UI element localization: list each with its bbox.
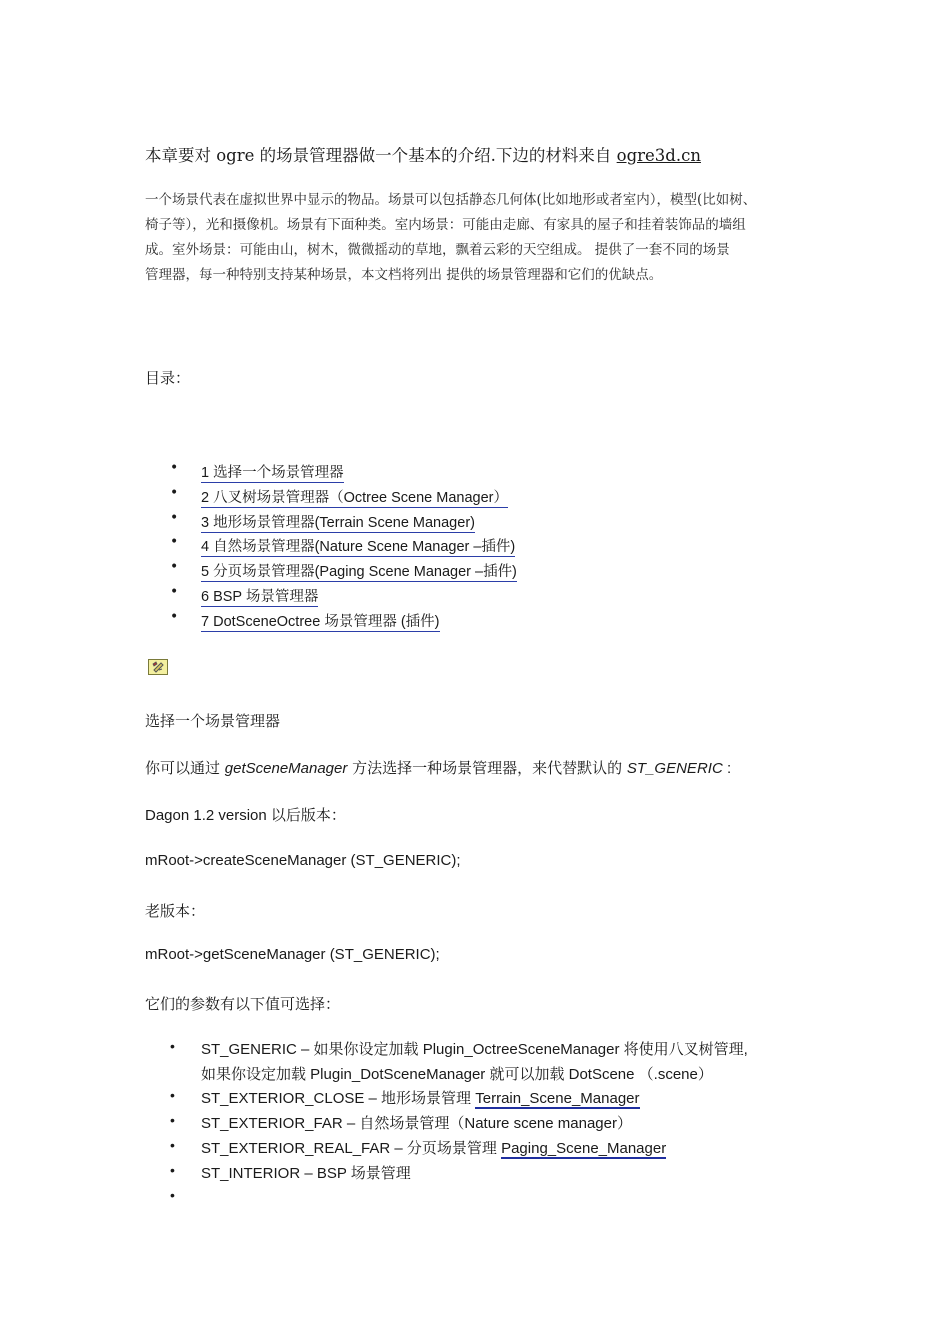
version-note: Dagon 1.2 version 以后版本： — [145, 807, 346, 824]
bullet: • — [170, 1087, 175, 1103]
toc-link-terrain[interactable]: 3 地形场景管理器(Terrain Scene Manager) — [201, 511, 475, 533]
toc-label: 目录： — [145, 369, 191, 387]
bullet: • — [170, 509, 179, 526]
bullet: • — [170, 1112, 175, 1128]
intro-line — [145, 142, 701, 166]
bullet: • — [170, 608, 179, 625]
description-line-1: 一个场景代表在虚拟世界中显示的物品。场景可以包括静态几何体(比如地形或者室内），模型(比如树、 — [145, 192, 757, 208]
params-label: 它们的参数有以下值可选择： — [145, 995, 341, 1013]
bullet: • — [170, 1038, 175, 1054]
method-text-c: : — [722, 760, 732, 777]
description-line-2: 椅子等），光和摄像机。场景有下面种类。室内场景：可能由走廊、有家具的屋子和挂着装饰品的墙组 — [145, 217, 746, 233]
param-generic-line-1: ST_GENERIC – 如果你设定加载 Plugin_OctreeSceneManager 将使用八叉树管理, — [201, 1041, 748, 1058]
param-exterior-close-text: ST_EXTERIOR_CLOSE – 地形场景管理 — [201, 1090, 476, 1107]
code-create-scene-manager: mRoot->createSceneManager (ST_GENERIC); — [145, 852, 461, 869]
toc-link-select-manager[interactable]: 1 选择一个场景管理器 — [201, 461, 344, 483]
ogre3d-link[interactable]: ogre3d.cn — [616, 146, 701, 165]
bullet: • — [170, 1187, 175, 1203]
method-text-a: 你可以通过 — [145, 759, 225, 777]
description-line-4: 管理器，每一种特别支持某种场景，本文档将列出 提供的场景管理器和它们的优缺点。 — [145, 267, 663, 283]
broken-image-icon — [151, 661, 165, 673]
toc-link-dotscene[interactable]: 7 DotSceneOctree 场景管理器 (插件) — [201, 610, 440, 632]
param-exterior-real-far — [201, 1137, 666, 1158]
toc-link-octree[interactable]: 2 八叉树场景管理器（Octree Scene Manager） — [201, 486, 508, 508]
description-line-3: 成。室外场景：可能由山，树木，微微摇动的草地，飘着云彩的天空组成。 提供了一套不同的场景 — [145, 242, 730, 258]
bullet: • — [170, 484, 179, 501]
paging-scene-manager-link[interactable]: Paging_Scene_Manager — [501, 1140, 667, 1157]
method-text-b: 方法选择一种场景管理器，来代替默认的 — [347, 759, 627, 777]
param-exterior-close — [201, 1087, 640, 1108]
bullet: • — [170, 1137, 175, 1153]
code-get-scene-manager: mRoot->getSceneManager (ST_GENERIC); — [145, 946, 440, 963]
param-interior: ST_INTERIOR – BSP 场景管理 — [201, 1165, 411, 1182]
param-exterior-real-far-text: ST_EXTERIOR_REAL_FAR – 分页场景管理 — [201, 1140, 502, 1157]
image-placeholder-icon[interactable] — [148, 659, 168, 675]
default-constant: ST_GENERIC — [626, 760, 723, 777]
section-heading: 选择一个场景管理器 — [145, 712, 281, 730]
bullet: • — [170, 534, 179, 551]
bullet: • — [170, 460, 179, 476]
bullet: • — [170, 1162, 175, 1178]
toc-link-bsp[interactable]: 6 BSP 场景管理器 — [201, 585, 318, 607]
intro-text: 本章要对 ogre 的场景管理器做一个基本的介绍.下边的材料来自 — [145, 146, 617, 165]
toc-link-nature[interactable]: 4 自然场景管理器(Nature Scene Manager –插件) — [201, 535, 515, 557]
method-name: getSceneManager — [224, 760, 348, 777]
method-sentence — [145, 757, 731, 778]
bullet: • — [170, 559, 179, 576]
terrain-scene-manager-link[interactable]: Terrain_Scene_Manager — [475, 1090, 640, 1107]
param-exterior-far: ST_EXTERIOR_FAR – 自然场景管理（Nature scene manager） — [201, 1115, 632, 1132]
old-version-label: 老版本： — [145, 902, 206, 920]
bullet: • — [170, 583, 179, 600]
toc-link-paging[interactable]: 5 分页场景管理器(Paging Scene Manager –插件) — [201, 560, 517, 582]
param-generic-line-2: 如果你设定加载 Plugin_DotSceneManager 就可以加载 DotScene （.scene） — [201, 1066, 713, 1083]
